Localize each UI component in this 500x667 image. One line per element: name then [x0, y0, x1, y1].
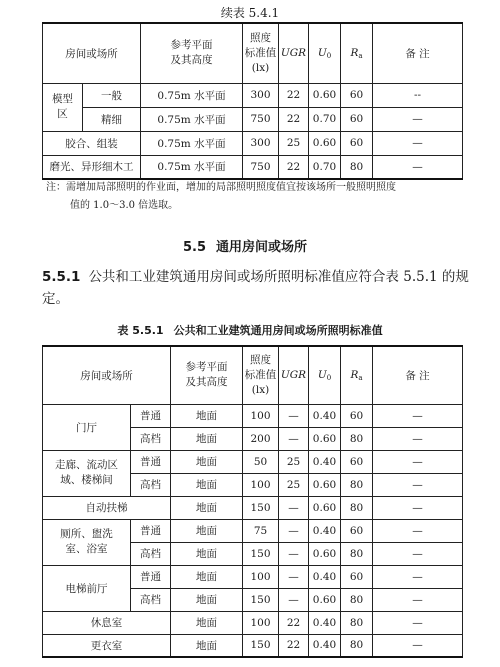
ugr-value: — — [279, 542, 309, 565]
ugr-value: 25 — [279, 473, 309, 496]
ra-value: 60 — [341, 404, 373, 427]
sub-category: 一般 — [83, 83, 141, 107]
header-ra-main: R — [350, 46, 359, 59]
header-ra — [341, 23, 373, 83]
sub-category: 高档 — [131, 473, 171, 496]
u0-value: 0.60 — [309, 588, 341, 611]
lux-value: 750 — [243, 107, 279, 131]
note-line1: 注：需增加局部照明的作业面，增加的局部照明照度值宜按该场所一般照明照度 — [46, 182, 396, 193]
ref-plane: 0.75m 水平面 — [141, 155, 243, 179]
lux-value: 300 — [243, 83, 279, 107]
sub-category: 高档 — [131, 427, 171, 450]
header-u0-sub: 0 — [326, 373, 332, 382]
ra-value: 80 — [341, 473, 373, 496]
table-row — [43, 107, 463, 131]
ugr-value: — — [279, 565, 309, 588]
remark-value: — — [373, 542, 463, 565]
lux-value: 750 — [243, 155, 279, 179]
header-u0-sub: 0 — [326, 51, 332, 60]
ra-value: 80 — [341, 611, 373, 634]
group-lobby: 门厅 — [43, 404, 131, 450]
lux-value: 50 — [243, 450, 279, 473]
continued-table-title: 续表 5.4.1 — [220, 6, 280, 20]
table-row — [43, 519, 463, 542]
header-standard-value — [243, 23, 279, 83]
header-u0-main: U — [317, 368, 327, 381]
room-name: 胶合、组装 — [43, 131, 141, 155]
sub-category: 普通 — [131, 519, 171, 542]
table-5-4-1-continued — [42, 22, 463, 180]
remark-value: — — [373, 450, 463, 473]
ra-value: 80 — [341, 155, 373, 179]
lux-value: 100 — [243, 565, 279, 588]
u0-value: 0.70 — [309, 155, 341, 179]
remark-value: — — [373, 519, 463, 542]
header-ref-plane-line1: 参考平面 — [170, 39, 213, 52]
header-u0 — [309, 23, 341, 83]
u0-value: 0.40 — [309, 404, 341, 427]
group-toilet-line2: 室、浴室 — [65, 543, 108, 555]
room-name: 磨光、异形细木工 — [43, 155, 141, 179]
ugr-value: — — [279, 588, 309, 611]
header-ugr-text: UGR — [280, 369, 307, 382]
section-title-text: 通用房间或场所 — [216, 240, 308, 255]
ugr-value: 22 — [279, 155, 309, 179]
table-row — [43, 155, 463, 179]
header-standard-value — [243, 346, 279, 404]
u0-value: 0.60 — [309, 131, 341, 155]
table-row — [43, 450, 463, 473]
header-std-line3: (lx) — [251, 61, 270, 74]
lux-value: 100 — [243, 473, 279, 496]
lux-value: 300 — [243, 131, 279, 155]
group-model-area — [43, 83, 83, 131]
section-number: 5.5 — [182, 240, 206, 255]
clause-paragraph — [42, 266, 472, 310]
ref-plane: 地面 — [171, 404, 243, 427]
remark-value: — — [373, 565, 463, 588]
ra-value: 60 — [341, 565, 373, 588]
header-ugr — [279, 23, 309, 83]
ref-plane: 地面 — [171, 565, 243, 588]
header-ra-sub: a — [358, 373, 363, 382]
remark-value: — — [373, 155, 463, 179]
group-model-area-line1: 模型 — [52, 93, 73, 105]
remark-value: — — [373, 588, 463, 611]
header-std-line3: (lx) — [251, 383, 270, 396]
u0-value: 0.60 — [309, 542, 341, 565]
table-row — [43, 131, 463, 155]
note-line2: 值的 1.0～3.0 倍选取。 — [70, 200, 179, 211]
header-ref-plane-line2: 及其高度 — [185, 376, 228, 389]
header-ugr-text: UGR — [280, 47, 307, 60]
room-name: 自动扶梯 — [43, 496, 171, 519]
ref-plane: 地面 — [171, 427, 243, 450]
remark-value: -- — [373, 83, 463, 107]
ugr-value: — — [279, 404, 309, 427]
table-note — [46, 179, 466, 215]
ra-value: 60 — [341, 519, 373, 542]
ref-plane: 0.75m 水平面 — [141, 83, 243, 107]
group-elevator-lobby: 电梯前厅 — [43, 565, 131, 611]
sub-category: 高档 — [131, 542, 171, 565]
ref-plane: 地面 — [171, 588, 243, 611]
table-caption-title: 公共和工业建筑通用房间或场所照明标准值 — [173, 324, 383, 337]
table-header-row — [43, 346, 463, 404]
ugr-value: 22 — [279, 107, 309, 131]
ra-value: 80 — [341, 427, 373, 450]
ref-plane: 地面 — [171, 450, 243, 473]
remark-value: — — [373, 611, 463, 634]
table-row — [43, 404, 463, 427]
group-corridor-line2: 域、楼梯间 — [60, 474, 113, 486]
table-row — [43, 565, 463, 588]
lux-value: 75 — [243, 519, 279, 542]
ra-value: 60 — [341, 107, 373, 131]
remark-value: — — [373, 404, 463, 427]
sub-category: 高档 — [131, 588, 171, 611]
header-ra — [341, 346, 373, 404]
remark-value: — — [373, 496, 463, 519]
ref-plane: 0.75m 水平面 — [141, 131, 243, 155]
header-remark: 备 注 — [373, 346, 463, 404]
header-ugr — [279, 346, 309, 404]
u0-value: 0.60 — [309, 83, 341, 107]
remark-value: — — [373, 107, 463, 131]
remark-value: — — [373, 634, 463, 657]
header-ref-plane — [141, 23, 243, 83]
ugr-value: 25 — [279, 450, 309, 473]
lux-value: 150 — [243, 588, 279, 611]
ra-value: 80 — [341, 634, 373, 657]
table-caption-number: 表 5.5.1 — [117, 324, 164, 337]
ra-value: 60 — [341, 83, 373, 107]
group-toilet — [43, 519, 131, 565]
ugr-value: 25 — [279, 131, 309, 155]
sub-category: 普通 — [131, 565, 171, 588]
room-name: 休息室 — [43, 611, 171, 634]
table-header-row — [43, 23, 463, 83]
header-room: 房间或场所 — [43, 23, 141, 83]
remark-value: — — [373, 427, 463, 450]
remark-value: — — [373, 473, 463, 496]
u0-value: 0.60 — [309, 427, 341, 450]
ugr-value: 22 — [279, 634, 309, 657]
u0-value: 0.40 — [309, 519, 341, 542]
clause-text: 公共和工业建筑通用房间或场所照明标准值应符合表 5.5.1 的规定。 — [42, 269, 469, 307]
ugr-value: — — [279, 427, 309, 450]
ref-plane: 地面 — [171, 496, 243, 519]
group-model-area-line2: 区 — [57, 108, 68, 120]
table-row — [43, 496, 463, 519]
u0-value: 0.60 — [309, 496, 341, 519]
ugr-value: — — [279, 519, 309, 542]
group-toilet-line1: 厕所、盥洗 — [60, 528, 113, 540]
header-std-line2: 标准值 — [244, 368, 277, 381]
section-heading — [0, 236, 500, 255]
room-name: 更衣室 — [43, 634, 171, 657]
ref-plane: 地面 — [171, 473, 243, 496]
lux-value: 150 — [243, 542, 279, 565]
table-row — [43, 83, 463, 107]
lux-value: 100 — [243, 404, 279, 427]
lux-value: 150 — [243, 496, 279, 519]
header-std-line2: 标准值 — [244, 46, 277, 59]
ugr-value: 22 — [279, 83, 309, 107]
table-5-5-1 — [42, 345, 463, 658]
ref-plane: 地面 — [171, 611, 243, 634]
header-ref-plane — [171, 346, 243, 404]
ra-value: 80 — [341, 496, 373, 519]
header-std-line1: 照度 — [250, 353, 271, 366]
group-corridor-line1: 走廊、流动区 — [55, 459, 118, 471]
sub-category: 普通 — [131, 404, 171, 427]
u0-value: 0.70 — [309, 107, 341, 131]
ugr-value: — — [279, 496, 309, 519]
lux-value: 150 — [243, 634, 279, 657]
ref-plane: 地面 — [171, 634, 243, 657]
header-ref-plane-line2: 及其高度 — [170, 54, 213, 67]
ref-plane: 地面 — [171, 542, 243, 565]
ra-value: 60 — [341, 131, 373, 155]
table-row — [43, 634, 463, 657]
ra-value: 60 — [341, 450, 373, 473]
header-ref-plane-line1: 参考平面 — [185, 361, 228, 374]
group-corridor — [43, 450, 131, 496]
header-u0 — [309, 346, 341, 404]
table-row — [43, 611, 463, 634]
u0-value: 0.60 — [309, 473, 341, 496]
lux-value: 200 — [243, 427, 279, 450]
remark-value: — — [373, 131, 463, 155]
header-remark: 备 注 — [373, 23, 463, 83]
header-std-line1: 照度 — [250, 31, 271, 44]
header-ra-main: R — [350, 368, 359, 381]
u0-value: 0.40 — [309, 565, 341, 588]
clause-number: 5.5.1 — [42, 269, 81, 285]
header-room: 房间或场所 — [43, 346, 171, 404]
ugr-value: 22 — [279, 611, 309, 634]
sub-category: 精细 — [83, 107, 141, 131]
ra-value: 80 — [341, 542, 373, 565]
ref-plane: 0.75m 水平面 — [141, 107, 243, 131]
header-u0-main: U — [317, 46, 327, 59]
lux-value: 100 — [243, 611, 279, 634]
header-ra-sub: a — [358, 51, 363, 60]
u0-value: 0.40 — [309, 450, 341, 473]
u0-value: 0.40 — [309, 611, 341, 634]
u0-value: 0.40 — [309, 634, 341, 657]
ra-value: 80 — [341, 588, 373, 611]
table-caption — [0, 322, 500, 338]
ref-plane: 地面 — [171, 519, 243, 542]
sub-category: 普通 — [131, 450, 171, 473]
